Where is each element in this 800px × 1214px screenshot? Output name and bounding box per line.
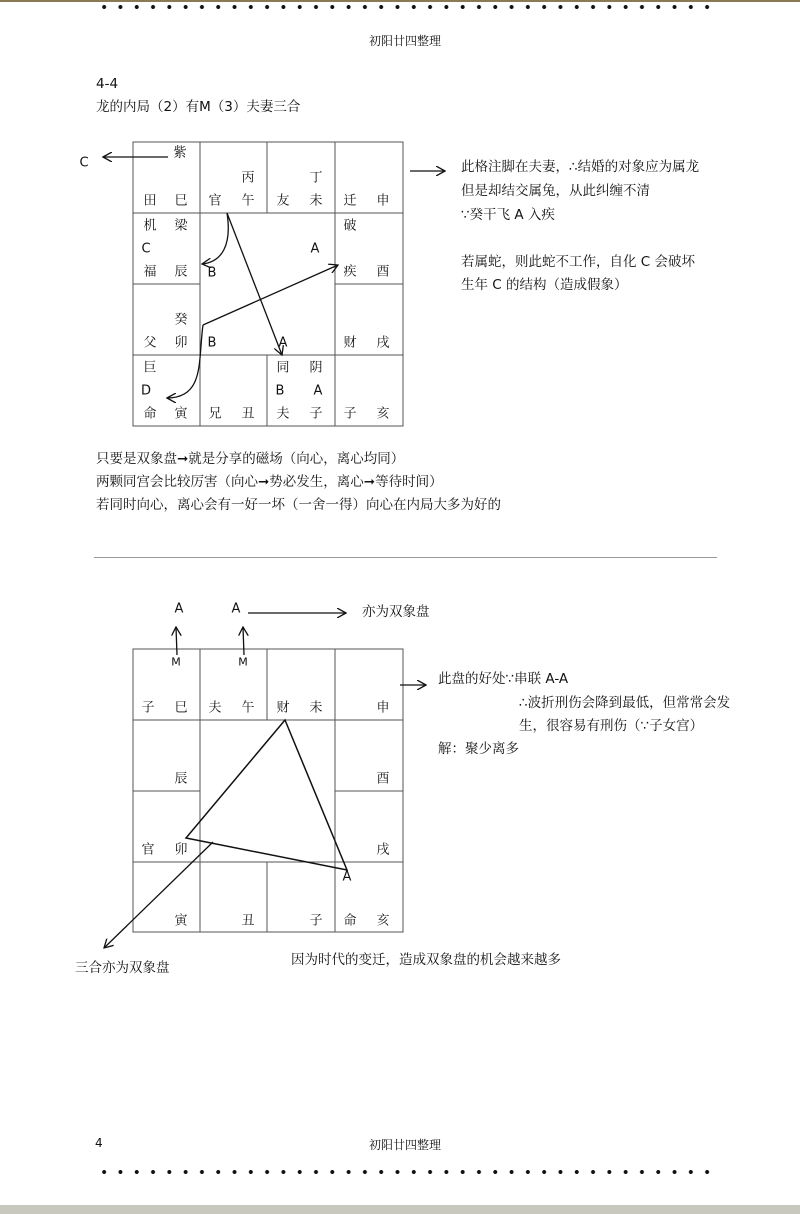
cell-text: 破 [343, 218, 357, 234]
note-line: ∵癸干飞 A 入疾 [461, 207, 555, 223]
cell-text: 酉 [376, 264, 390, 280]
m-label: M [171, 655, 181, 669]
bottom-note: 因为时代的变迁，造成双象盘的机会越来越多 [291, 952, 561, 968]
cell-text: 亥 [376, 913, 390, 929]
cell-text: 午 [241, 700, 255, 716]
paragraph: 只要是双象盘➞就是分享的磁场（向心，离心均同） [96, 451, 405, 467]
section-number: 4-4 [96, 76, 119, 92]
cell-text: 子 [141, 700, 155, 716]
note-line: 生，很容易有刑伤（∵子女宫） [519, 718, 704, 734]
note-line: 此盘的好处∵串联 A-A [438, 671, 569, 687]
note-line: 解：聚少离多 [438, 741, 519, 757]
cell-text: 辰 [174, 264, 188, 280]
cell-text: 机 [143, 218, 157, 234]
cell-text: 命 [143, 406, 157, 422]
cell-text: 巨 [143, 360, 157, 376]
footer-title: 初阳廿四整理 [368, 1138, 441, 1152]
cell-text: 夫 [208, 700, 222, 716]
bottom-border [0, 1205, 800, 1214]
paragraph: 两颗同宫会比较厉害（向心➞势必发生，离心➞等待时间） [96, 474, 443, 490]
cell-text: 丙 [241, 170, 255, 186]
cell-text: 戌 [376, 335, 390, 351]
cell-text: 丁 [309, 170, 323, 186]
cell-text: 午 [241, 193, 255, 209]
a-label: A [342, 869, 352, 885]
note-line: ∴波折刑伤会降到最低，但常常会发 [519, 695, 731, 711]
cell-text: 夫 [276, 406, 290, 422]
note-line: 若属蛇，则此蛇不工作，自化 C 会破坏 [461, 254, 696, 270]
cell-text: 父 [143, 335, 157, 351]
cell-text: 亥 [376, 406, 390, 422]
a-label: A [231, 601, 241, 617]
chart1-grid [133, 142, 403, 426]
cell-text: 酉 [376, 771, 390, 787]
cell-text: A [310, 241, 320, 257]
cell-text: 迁 [343, 193, 357, 209]
cell-text: 未 [309, 700, 323, 716]
cell-text: D [140, 383, 152, 399]
paragraph: 若同时向心，离心会有一好一坏（一舍一得）向心在内局大多为好的 [96, 497, 501, 513]
outer-c-label: C [79, 155, 89, 171]
cell-text: C [141, 241, 151, 257]
cell-text: 阴 [309, 360, 323, 376]
divider [94, 557, 717, 558]
note-line: 此格注脚在夫妻，∴结婚的对象应为属龙 [461, 159, 700, 175]
note-line: 但是却结交属兔，从此纠缠不清 [461, 183, 650, 199]
side-label: 亦为双象盘 [362, 604, 430, 620]
cell-text: 财 [343, 335, 357, 351]
cell-text: 卯 [174, 842, 188, 858]
footer-dots [96, 1169, 716, 1175]
cell-text: 申 [376, 700, 390, 716]
page-number: 4 [95, 1136, 103, 1150]
cell-text: 财 [276, 700, 290, 716]
note-line: 生年 C 的结构（造成假象） [461, 277, 628, 293]
cell-text: 寅 [174, 913, 188, 929]
chart2-grid [133, 649, 403, 932]
a-label: A [174, 601, 184, 617]
cell-text: 福 [143, 264, 157, 280]
cell-text: 辰 [174, 771, 188, 787]
sanhe-label: 三合亦为双象盘 [75, 960, 170, 976]
cell-text: B [207, 335, 217, 351]
cell-text: 申 [376, 193, 390, 209]
cell-text: 戌 [376, 842, 390, 858]
cell-text: 巳 [174, 700, 188, 716]
cell-text: 命 [343, 913, 357, 929]
header-title: 初阳廿四整理 [368, 34, 441, 48]
cell-text: 疾 [343, 264, 357, 280]
cell-text: 寅 [174, 406, 188, 422]
cell-text: B [207, 265, 217, 281]
cell-text: 癸 [174, 312, 188, 328]
cell-text: 子 [343, 406, 357, 422]
cell-text: B [275, 383, 285, 399]
cell-text: A [313, 383, 323, 399]
cell-text: 丑 [241, 913, 255, 929]
cell-text: 官 [208, 193, 222, 209]
cell-text: 卯 [174, 335, 188, 351]
cell-text: 子 [309, 913, 323, 929]
cell-text: 子 [309, 406, 323, 422]
cell-text: 同 [276, 360, 290, 376]
section-subtitle: 龙的内局（2）有M（3）夫妻三合 [96, 99, 301, 115]
cell-text: 田 [143, 193, 157, 209]
cell-text: 未 [309, 193, 323, 209]
cell-text: 丑 [241, 406, 255, 422]
cell-text: 梁 [174, 218, 188, 234]
cell-text: 官 [141, 842, 155, 858]
cell-text: A [278, 335, 288, 351]
cell-text: 兄 [208, 406, 222, 422]
cell-text: 巳 [174, 193, 188, 209]
cell-text: 紫 [173, 145, 187, 161]
cell-text: 友 [276, 193, 290, 209]
m-label: M [238, 655, 248, 669]
